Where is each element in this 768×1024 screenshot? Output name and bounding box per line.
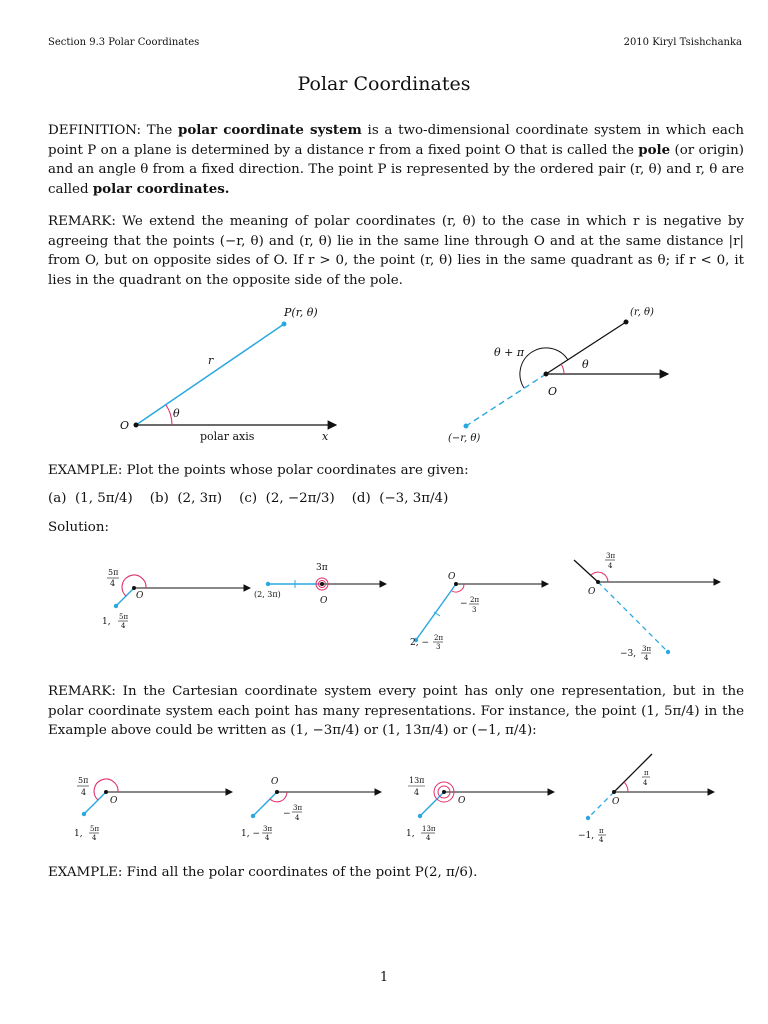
svg-text:4: 4 xyxy=(295,814,300,822)
svg-text:3π: 3π xyxy=(316,563,328,573)
point-label: P(r, θ) xyxy=(284,306,318,319)
x-label: x xyxy=(322,430,329,443)
page-number: 1 xyxy=(379,970,389,985)
svg-text:4: 4 xyxy=(92,834,97,842)
theta-arc xyxy=(166,405,172,425)
svg-text:1, −: 1, − xyxy=(241,829,260,839)
svg-text:−: − xyxy=(283,809,291,819)
svg-text:5π: 5π xyxy=(119,613,129,621)
definition-paragraph: DEFINITION: The polar coordinate system is a two-dimensional coordinate system in which each point P on a plane is determined by a distance r from a fixed point O that is called the pole (or origin) and an angle θ from a fixed direction. The point P is represented by the ordered pair (r, θ) and r, θ are called polar coordinates. xyxy=(48,122,745,197)
svg-text:3: 3 xyxy=(436,643,441,651)
svg-text:2π: 2π xyxy=(470,596,480,604)
origin-label: O xyxy=(548,385,558,398)
svg-text:1,: 1, xyxy=(406,829,415,839)
point-dot xyxy=(282,322,287,327)
point-negative-r-label: (−r, θ) xyxy=(448,433,481,444)
theta-label: θ xyxy=(173,407,180,420)
svg-text:13π: 13π xyxy=(422,825,436,833)
svg-text:3: 3 xyxy=(472,606,477,614)
term-pole: pole xyxy=(638,141,671,158)
solution-figure-d xyxy=(560,548,740,668)
svg-text:3π: 3π xyxy=(642,645,652,653)
svg-text:4: 4 xyxy=(608,562,613,570)
svg-text:O: O xyxy=(588,587,596,597)
example1-items: (a) (1, 5π/4) (b) (2, 3π) (c) (2, −2π/3) (d) (−3, 3π/4) xyxy=(48,491,449,506)
svg-text:O: O xyxy=(271,777,279,787)
origin-dot xyxy=(544,372,549,377)
solution-figure-b xyxy=(250,550,390,670)
representation-figure-d xyxy=(570,748,720,853)
svg-text:4: 4 xyxy=(81,788,87,797)
svg-text:5π: 5π xyxy=(78,776,89,785)
solution-figure-a xyxy=(100,550,260,670)
svg-text:2π: 2π xyxy=(434,634,444,642)
point-negative-r-dot xyxy=(464,424,469,429)
svg-text:1,: 1, xyxy=(74,829,83,839)
svg-text:π: π xyxy=(644,769,649,777)
svg-text:O: O xyxy=(110,796,118,806)
svg-text:4: 4 xyxy=(121,622,126,630)
representation-figure-c xyxy=(400,758,560,853)
svg-text:13π: 13π xyxy=(409,776,425,785)
header-author: 2010 Kiryl Tsishchanka xyxy=(623,37,742,48)
remark-multiple-representations: REMARK: In the Cartesian coordinate system every point has only one representation, but in the polar coordinate system each point has many representations. For instance, the point (1, 5π/4) in the Example above could be written as (1, −3π/4) or (1, 13π/4) or (−1, π/4): xyxy=(48,684,744,739)
svg-text:4: 4 xyxy=(110,579,116,588)
header-section: Section 9.3 Polar Coordinates xyxy=(48,37,200,48)
svg-text:−1,: −1, xyxy=(578,831,595,841)
svg-text:4: 4 xyxy=(643,779,648,787)
origin-label: O xyxy=(120,419,130,432)
page-title: Polar Coordinates xyxy=(297,73,471,95)
origin-dot xyxy=(134,423,139,428)
svg-text:3π: 3π xyxy=(606,552,616,560)
theta-plus-pi-label: θ + π xyxy=(494,346,525,359)
svg-text:O: O xyxy=(612,797,620,807)
figure-polar-point xyxy=(110,300,350,450)
point-r-dot xyxy=(624,320,629,325)
svg-text:4: 4 xyxy=(414,788,420,797)
figure-negative-r xyxy=(440,300,680,450)
term-polar-coordinates: polar coordinates. xyxy=(92,180,230,197)
svg-text:(2, 3π): (2, 3π) xyxy=(254,590,281,599)
example1-prompt: EXAMPLE: Plot the points whose polar coordinates are given: xyxy=(48,463,469,478)
svg-text:3π: 3π xyxy=(293,804,303,812)
svg-text:1,: 1, xyxy=(102,617,111,627)
svg-text:5π: 5π xyxy=(90,825,100,833)
svg-text:4: 4 xyxy=(599,836,604,844)
svg-text:4: 4 xyxy=(644,654,649,662)
representation-figure-b xyxy=(235,758,385,853)
svg-text:−: − xyxy=(460,599,468,609)
svg-text:3π: 3π xyxy=(263,825,273,833)
r-label: r xyxy=(208,354,214,367)
theta-plus-pi-arc xyxy=(520,348,568,388)
svg-text:4: 4 xyxy=(426,834,431,842)
theta-label: θ xyxy=(582,358,589,371)
svg-text:5π: 5π xyxy=(108,568,119,577)
svg-text:O: O xyxy=(320,596,328,606)
example2-prompt: EXAMPLE: Find all the polar coordinates of the point P(2, π/6). xyxy=(48,865,478,880)
point-r-label: (r, θ) xyxy=(630,307,654,318)
theta-arc xyxy=(561,364,564,374)
solution-figure-c xyxy=(400,560,560,670)
polar-axis-label: polar axis xyxy=(200,430,255,443)
svg-text:2, −: 2, − xyxy=(410,638,429,648)
term-polar-coordinate-system: polar coordinate system xyxy=(178,122,362,138)
svg-text:4: 4 xyxy=(265,834,270,842)
svg-text:−3,: −3, xyxy=(620,649,637,659)
svg-text:O: O xyxy=(136,591,144,601)
representation-figure-a xyxy=(70,758,235,853)
remark-negative-r: REMARK: We extend the meaning of polar coordinates (r, θ) to the case in which r is negative by agreeing that the points (−r, θ) and (r, θ) lie in the same line through O and at the same distance |r| from O, but on opposite sides of O. If r > 0, the point (r, θ) lies in the same quadrant as θ; if r < 0, it lies in the quadrant on the opposite side of the pole. xyxy=(48,214,744,288)
solution-label: Solution: xyxy=(48,520,110,535)
svg-text:π: π xyxy=(599,827,604,835)
radius-ray xyxy=(136,324,284,425)
ray-negative-r xyxy=(466,374,546,426)
svg-text:O: O xyxy=(458,796,466,806)
svg-text:O: O xyxy=(448,572,456,582)
